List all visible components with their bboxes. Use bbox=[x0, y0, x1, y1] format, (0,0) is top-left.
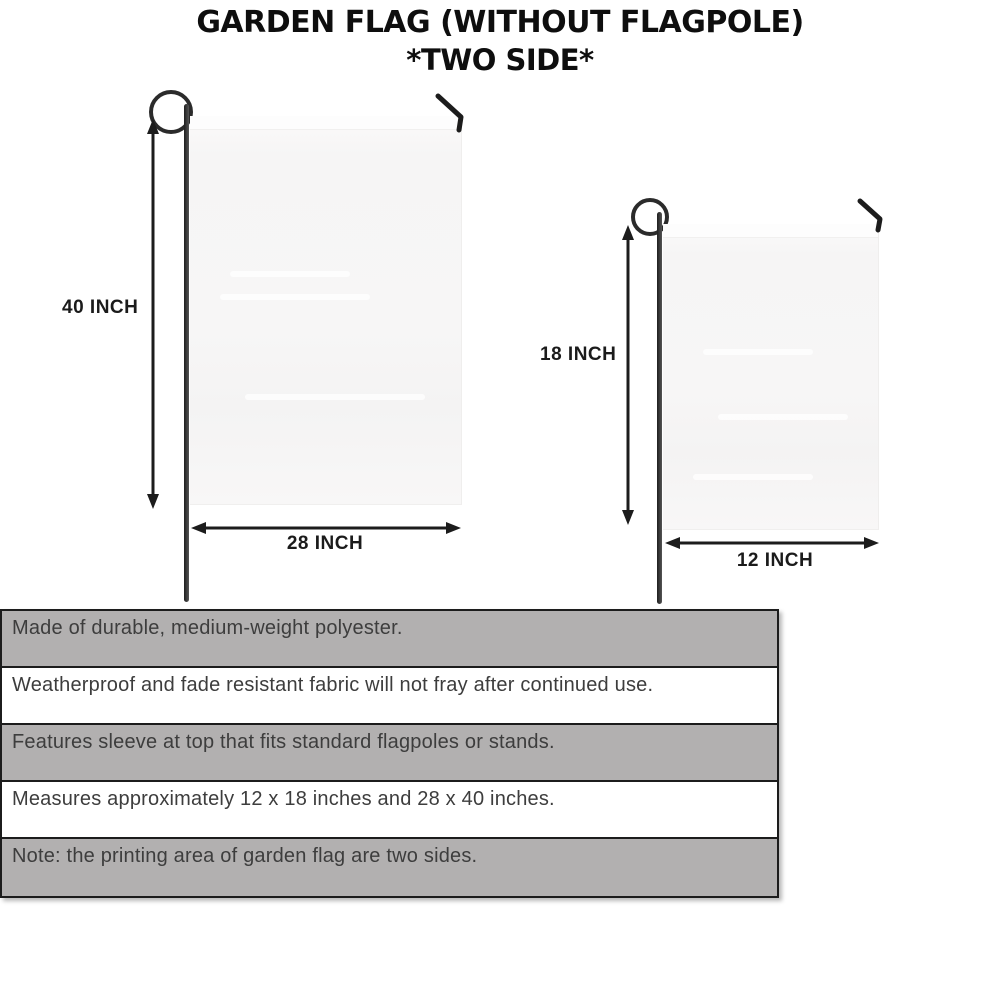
fabric-fold bbox=[718, 414, 848, 420]
fabric-fold bbox=[245, 394, 425, 400]
height-dimension-arrow-small bbox=[620, 224, 636, 526]
flag-hook-icon bbox=[856, 197, 888, 235]
feature-row: Made of durable, medium-weight polyester. bbox=[2, 611, 777, 668]
width-label-large: 28 INCH bbox=[286, 533, 364, 554]
flagpole bbox=[184, 104, 189, 602]
width-label-small: 12 INCH bbox=[736, 550, 814, 571]
feature-row: Weatherproof and fade resistant fabric will not fray after continued use. bbox=[2, 668, 777, 725]
features-table bbox=[0, 609, 779, 898]
fabric-fold bbox=[230, 271, 350, 277]
page-title: GARDEN FLAG (WITHOUT FLAGPOLE) bbox=[196, 5, 804, 40]
width-dimension-arrow-small bbox=[664, 535, 880, 551]
large-flag-canvas bbox=[190, 116, 462, 505]
flag-sleeve bbox=[190, 116, 461, 130]
feature-row: Note: the printing area of garden flag are two sides. bbox=[2, 839, 777, 896]
height-label-small: 18 INCH bbox=[540, 344, 617, 365]
height-label-large: 40 INCH bbox=[62, 297, 139, 318]
small-flag-canvas bbox=[663, 224, 879, 530]
page-subtitle: *TWO SIDE* bbox=[406, 43, 594, 77]
flagpole bbox=[657, 212, 662, 604]
flag-sleeve bbox=[663, 224, 878, 238]
height-dimension-arrow-large bbox=[145, 118, 161, 510]
feature-row: Measures approximately 12 x 18 inches and 28 x 40 inches. bbox=[2, 782, 777, 839]
fabric-fold bbox=[703, 349, 813, 355]
flag-hook-icon bbox=[434, 92, 468, 134]
feature-row: Features sleeve at top that fits standard flagpoles or stands. bbox=[2, 725, 777, 782]
fabric-fold bbox=[220, 294, 370, 300]
fabric-fold bbox=[693, 474, 813, 480]
